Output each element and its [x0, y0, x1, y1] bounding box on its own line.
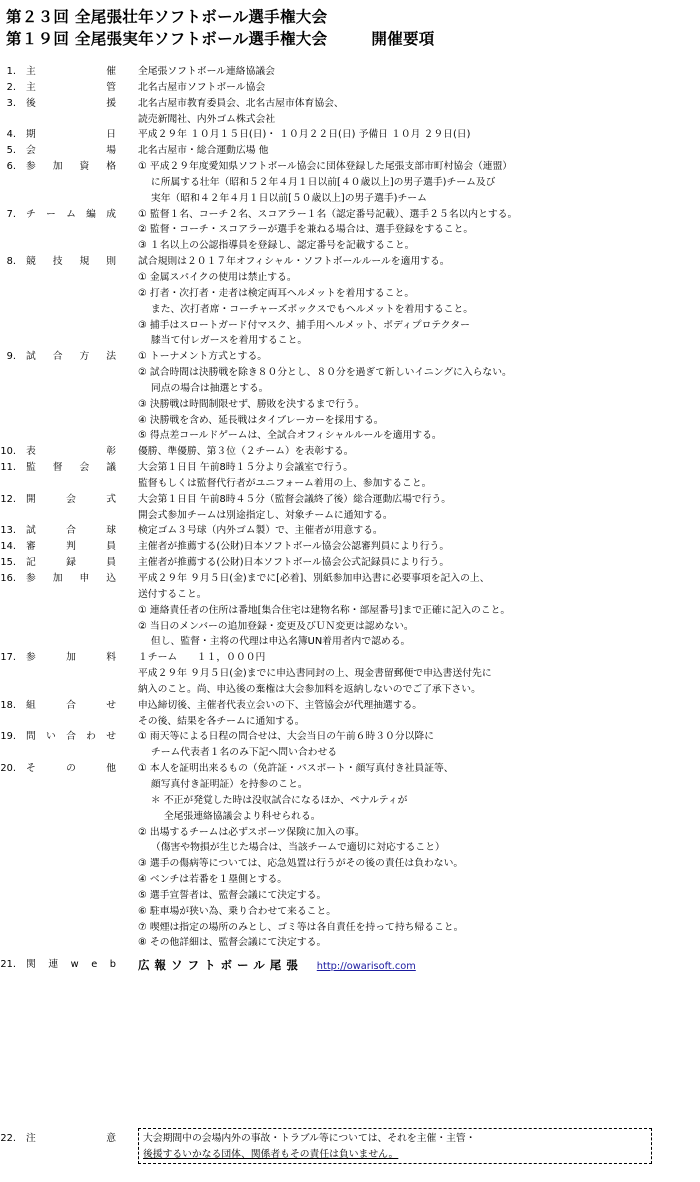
item-line: １チーム １１，０００円 [138, 652, 266, 664]
item-content [138, 555, 700, 571]
item-label-char: 参 [26, 573, 36, 584]
item-line: 申込締切後、主催者代表立会いの下、主管協会が代理抽選する。 [138, 699, 423, 711]
item-label-char: 参 [26, 161, 36, 173]
item-label-char: 審 [26, 541, 36, 553]
guideline-item [0, 698, 700, 730]
guideline-item [0, 64, 700, 80]
item-label-char: 申 [79, 573, 90, 584]
item-line: 膝当て付レガースを着用すること。 [138, 335, 308, 347]
item-label [16, 127, 116, 143]
item-content [138, 159, 700, 207]
item-number: 3. [6, 97, 16, 109]
item-label-char: 規 [79, 256, 90, 268]
item-line: チーム代表者１名のみ下記へ問い合わせる [138, 747, 338, 759]
guideline-item [0, 1131, 116, 1147]
guideline-item [0, 953, 700, 977]
item-content [138, 761, 700, 951]
item-label-char: 関 [26, 959, 36, 971]
item-label-char: 合 [66, 731, 76, 743]
item-label-char: w [70, 959, 79, 971]
item-content [138, 539, 700, 555]
item-label-char: せ [106, 731, 116, 743]
guideline-item [0, 492, 700, 524]
item-label [16, 96, 116, 112]
item-label-char: 主 [26, 81, 36, 93]
item-label-char: 開 [26, 493, 36, 505]
item-label-char: わ [86, 731, 96, 743]
item-label-char: 主 [26, 66, 36, 77]
item-line: 全尾張ソフトボール連絡協議会 [138, 66, 275, 77]
item-line: ③ 捕手はスロートガード付マスク、捕手用ヘルメット、ボディプロテクター [138, 319, 470, 331]
item-line: ④ 決勝戦を含め、延長戦はタイブレーカーを採用する。 [138, 414, 384, 426]
guideline-item [0, 159, 700, 207]
item-number: 16. [0, 573, 16, 584]
item-line: ② 打者・次打者・走者は検定両耳ヘルメットを着用すること。 [138, 287, 415, 299]
title-line-1: 第２３回 全尾張壮年ソフトボール選手権大会 [6, 8, 328, 26]
item-line: ③ 決勝戦は時間制限せず、勝敗を決するまで行う。 [138, 398, 365, 410]
item-content [138, 698, 700, 730]
item-label [16, 1131, 116, 1147]
item-label-char: 録 [66, 557, 76, 569]
item-line: 送付すること。 [138, 588, 207, 600]
item-label-char: ー [46, 208, 56, 220]
item-label-char: 管 [106, 81, 116, 93]
item-label-char: 合 [52, 351, 63, 363]
guideline-item [0, 127, 700, 143]
item-label-char: 意 [106, 1133, 116, 1144]
item-label-char: 督 [52, 462, 63, 474]
item-line: 同点の場合は抽選とする。 [138, 382, 269, 394]
item-label-char: 合 [66, 699, 76, 711]
item-number: 7. [6, 208, 16, 220]
item-line: ① トーナメント方式とする。 [138, 351, 268, 363]
web-content [138, 953, 700, 977]
item-label-char: 参 [26, 652, 36, 664]
item-line: ① 平成２９年度愛知県ソフトボール協会に団体登録した尾張支部市町村協会（連盟） [138, 161, 513, 173]
item-content [138, 64, 700, 80]
item-label-char: 後 [26, 97, 36, 109]
item-label-char: 問 [26, 731, 36, 743]
item-line: 優勝、準優勝、第３位（２チーム）を表彰する。 [138, 446, 354, 458]
item-number: 11. [0, 462, 16, 474]
item-label [16, 555, 116, 571]
item-label [16, 698, 116, 714]
item-label [16, 207, 116, 223]
guideline-item [0, 571, 700, 650]
item-content [138, 523, 700, 539]
item-line: 実年（昭和４２年４月１日以前[５０歳以上]の男子選手)チーム [138, 192, 427, 204]
item-label-char: い [46, 731, 56, 743]
item-line: 平成２９年 １０月１５日(日)・ １０月２２日(日) 予備日 １０月 ２９日(日) [138, 129, 471, 141]
guideline-item [0, 761, 700, 951]
item-label-char: 試 [26, 351, 36, 363]
item-number: 21. [0, 959, 16, 971]
item-label-char: 加 [52, 573, 63, 584]
item-label [16, 460, 116, 476]
item-label-char: 員 [106, 557, 116, 569]
item-label-char: 編 [86, 208, 96, 220]
item-line: また、次打者席・コーチャーズボックスでもヘルメットを着用すること。 [138, 303, 474, 315]
item-content [138, 571, 700, 650]
item-content [138, 207, 700, 255]
item-line: ⑤ 選手宣誓者は、監督会議にて決定する。 [138, 889, 327, 901]
item-line: 北名古屋市・総合運動広場 他 [138, 145, 269, 157]
item-number: 20. [0, 763, 16, 775]
item-line: 試合規則は２０１７年オフィシャル・ソフトボールルールを適用する。 [138, 256, 450, 268]
item-line: その後、結果を各チームに通知する。 [138, 715, 305, 727]
item-line: ③ １名以上の公認指導員を登録し、認定番号を記載すること。 [138, 240, 415, 252]
item-label-char: ム [66, 208, 76, 220]
item-label-char: 彰 [106, 446, 116, 458]
item-label [16, 143, 116, 159]
item-label-char: 方 [79, 351, 90, 363]
item-line: 納入のこと。尚、申込後の棄権は大会参加料を返納しないのでご了承下さい。 [138, 683, 481, 695]
item-line: 主催者が推薦する(公財)日本ソフトボール協会公式記録員により行う。 [138, 557, 450, 569]
item-number: 2. [6, 81, 16, 93]
item-line: ① 連絡責任者の住所は番地[集合住宅は建物名称・部屋番号]まで正確に記入のこと。 [138, 604, 511, 616]
item-label-char: 会 [26, 145, 36, 157]
item-line: 大会第１日目 午前8時４５分（監督会議終了後）総合運動広場で行う。 [138, 493, 452, 505]
item-label-char: 法 [106, 351, 116, 363]
item-content [138, 80, 700, 96]
item-number: 15. [0, 557, 16, 569]
item-content [138, 650, 700, 698]
item-number: 8. [6, 256, 16, 268]
item-content [138, 444, 700, 460]
item-label-char: 加 [66, 652, 76, 664]
item-line: 北名古屋市ソフトボール協会 [138, 81, 266, 93]
title-line-2-suffix: 開催要項 [371, 30, 435, 48]
guideline-item [0, 650, 700, 698]
web-url-link[interactable]: http://owarisoft.com [316, 961, 416, 973]
item-label-char: 監 [26, 462, 36, 474]
item-line: 但し、監督・主将の代理は申込名簿UN着用者内で認める。 [138, 636, 411, 648]
item-number: 22. [0, 1133, 16, 1144]
item-label-char: 加 [52, 161, 63, 173]
item-label [16, 444, 116, 460]
item-line: ⑥ 駐車場が狭い為、乗り合わせて来ること。 [138, 905, 337, 917]
item-label-char: 球 [106, 525, 116, 537]
item-number: 6. [6, 161, 16, 173]
item-label [16, 80, 116, 96]
item-label-char: 記 [26, 557, 36, 569]
guideline-item [0, 729, 700, 761]
item-label-char: 式 [106, 493, 116, 505]
guideline-item [0, 523, 700, 539]
item-line: に所属する壮年（昭和５２年４月１日以前[４０歳以上]の男子選手)チーム及び [138, 176, 496, 188]
item-label-char: 議 [106, 462, 116, 474]
item-line: （傷害や物損が生じた場合は、当該チームで適切に対応すること） [138, 842, 445, 854]
guideline-item [0, 254, 700, 349]
item-number: 13. [0, 525, 16, 537]
item-number: 9. [6, 351, 16, 363]
item-content [138, 349, 700, 444]
item-line: 顔写真付き証明証）を持参のこと。 [138, 778, 308, 790]
item-line: ② 試合時間は決勝戦を除き８０分とし、８０分を過ぎて新しいイニングに入らない。 [138, 367, 512, 379]
item-line: ① 雨天等による日程の問合せは、大会当日の午前６時３０分以降に [138, 731, 435, 743]
item-label-char: 料 [106, 652, 116, 664]
item-label-char: 日 [106, 129, 116, 141]
item-label [16, 64, 116, 80]
item-label [16, 539, 116, 555]
item-content [138, 96, 700, 128]
item-line: ＊ 不正が発覚した時は没収試合になるほか、ペナルティが [138, 794, 408, 806]
item-label-char: 組 [26, 699, 36, 711]
item-line: ① 金属スパイクの使用は禁止する。 [138, 271, 297, 283]
item-label-char: 連 [48, 959, 59, 971]
item-label [16, 159, 116, 175]
item-line: 平成２９年 ９月５日(金)までに申込書同封の上、現金書留郵便で申込書送付先に [138, 668, 492, 680]
item-number: 1. [6, 66, 16, 77]
item-line: 監督もしくは監督代行者がユニフォーム着用の上、参加すること。 [138, 477, 432, 489]
item-line: 検定ゴム３号球（内外ゴム製）で、主催者が用意する。 [138, 525, 383, 537]
item-label-char: せ [106, 699, 116, 711]
item-content [138, 460, 700, 492]
item-label-char: 競 [26, 256, 36, 268]
item-line: 主催者が推薦する(公財)日本ソフトボール協会公認審判員により行う。 [138, 541, 450, 553]
item-label-char: 格 [106, 161, 116, 173]
item-label [16, 523, 116, 539]
guideline-item [0, 460, 700, 492]
item-label-char: の [66, 763, 76, 775]
item-line: ④ ベンチは若番を１塁側とする。 [138, 874, 288, 886]
guideline-item [0, 80, 700, 96]
item-content [138, 254, 700, 349]
item-label-char: 他 [106, 763, 116, 775]
guideline-item [0, 207, 700, 255]
item-label-char: 会 [66, 493, 76, 505]
item-line: ③ 選手の傷病等については、応急処置は行うがその後の責任は負わない。 [138, 858, 464, 870]
guideline-item [0, 143, 700, 159]
item-label-char: チ [26, 208, 36, 220]
item-label-char: 判 [66, 541, 76, 553]
item-line: ⑧ その他詳細は、監督会議にて決定する。 [138, 937, 327, 949]
item-line: ⑦ 喫煙は指定の場所のみとし、ゴミ等は各自責任を持って持ち帰ること。 [138, 921, 464, 933]
item-content [138, 729, 700, 761]
item-line: ② 監督・コーチ・スコアラーが選手を兼ねる場合は、選手登録をすること。 [138, 224, 474, 236]
item-label-char: 技 [52, 256, 63, 268]
title-line-2 [6, 27, 435, 49]
item-label-char: 成 [106, 208, 116, 220]
item-content [138, 127, 700, 143]
guideline-item [0, 349, 700, 444]
item-label [16, 571, 116, 587]
item-label-char: 注 [26, 1133, 36, 1144]
item-line: ⑤ 得点差コールドゲームは、全試合オフィシャルルールを適用する。 [138, 430, 442, 442]
guideline-item [0, 539, 700, 555]
item-number: 18. [0, 699, 16, 711]
item-label-char: 試 [26, 525, 36, 537]
item-line: ① 監督１名、コーチ２名、スコアラー１名（認定番号記載）、選手２５名以内とする。 [138, 208, 518, 220]
item-line: ② 出場するチームは必ずスポーツ保険に加入の事。 [138, 826, 365, 838]
item-number: 4. [6, 129, 16, 141]
item-line: 平成２９年 ９月５日(金)までに[必着]、別紙参加申込書に必要事項を記入の上、 [138, 573, 490, 584]
notice-line: 大会期間中の会場内外の事故・トラブル等については、それを主催・主管・ [143, 1133, 476, 1144]
item-label-char: 則 [106, 256, 116, 268]
item-line: ① 本人を証明出来るもの（免許証・パスポート・顔写真付き社員証等、 [138, 763, 454, 775]
item-label-char: 催 [106, 66, 116, 77]
item-line: 開会式参加チームは別途指定し、対象チームに通知する。 [138, 509, 393, 521]
item-line: 大会第１日目 午前8時１５分より会議室で行う。 [138, 462, 354, 474]
item-line: ② 当日のメンバーの追加登録・変更及びＵＮ変更は認めない。 [138, 620, 414, 632]
item-label-char: 資 [79, 161, 90, 173]
item-label-char: 表 [26, 446, 36, 458]
item-line: 読売新聞社、内外ゴム株式会社 [138, 113, 276, 125]
guideline-item [0, 96, 700, 128]
item-label-char: b [109, 959, 116, 971]
title-line-2-main: 第１９回 全尾張実年ソフトボール選手権大会 [6, 30, 328, 48]
item-label [16, 729, 116, 745]
guideline-item [0, 555, 700, 571]
item-number: 17. [0, 652, 16, 664]
item-label-char: 援 [106, 97, 116, 109]
item-label [16, 254, 116, 270]
item-number: 14. [0, 541, 16, 553]
item-label-char: 会 [79, 462, 90, 474]
item-label-char: 員 [106, 541, 116, 553]
item-label [16, 761, 116, 777]
item-line: 北名古屋市教育委員会、北名古屋市体育協会、 [138, 97, 344, 109]
notice-line: 後援するいかなる団体、関係者もその責任は負いません。 [143, 1148, 399, 1160]
item-line: 全尾張連絡協議会より科せられる。 [138, 810, 321, 822]
item-number: 10. [0, 446, 16, 458]
item-label [16, 349, 116, 365]
item-number: 19. [0, 731, 16, 743]
item-label [16, 953, 116, 977]
item-content [138, 492, 700, 524]
item-label-char: そ [26, 763, 36, 775]
guideline-item [0, 444, 700, 460]
item-label-char: 場 [106, 145, 116, 157]
item-label [16, 650, 116, 666]
notice-box [138, 1128, 652, 1164]
item-label [16, 492, 116, 508]
web-site-name: 広報ソフトボール尾張 [138, 958, 303, 973]
item-label-char: 込 [106, 573, 116, 584]
item-label-char: 期 [26, 129, 36, 141]
item-number: 5. [6, 145, 16, 157]
item-content [138, 143, 700, 159]
item-number: 12. [0, 493, 16, 505]
item-label-char: e [91, 959, 98, 971]
item-label-char: 合 [66, 525, 76, 537]
